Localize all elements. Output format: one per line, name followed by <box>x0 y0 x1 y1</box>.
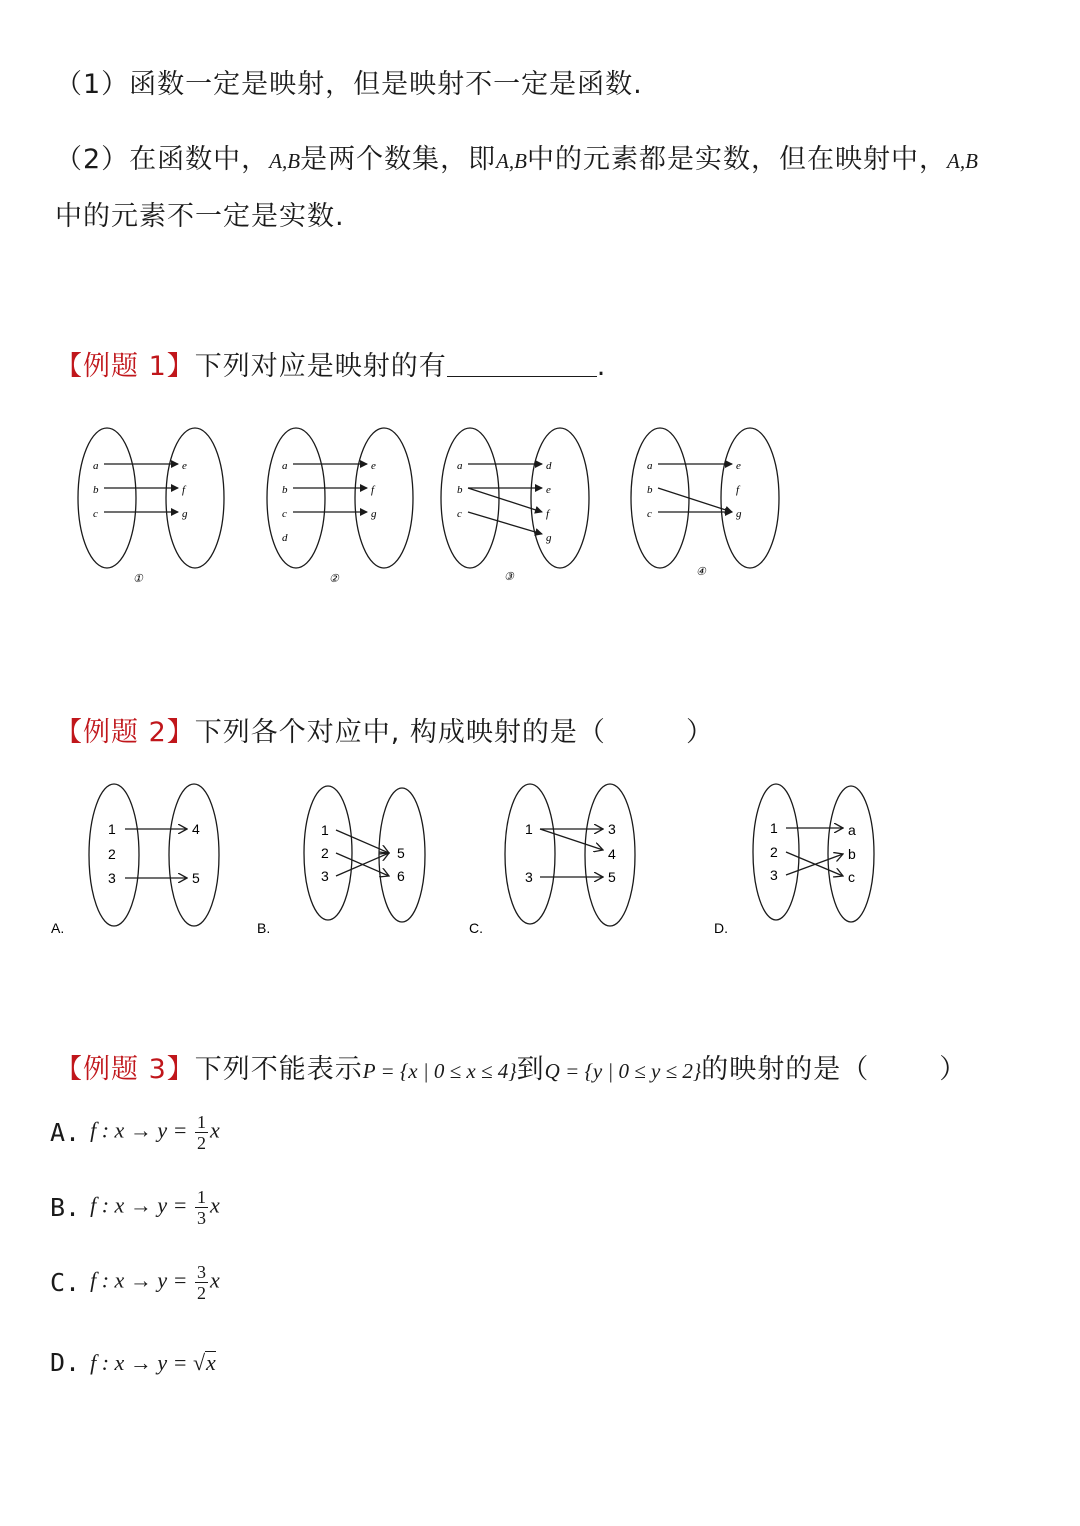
example2-heading <box>55 710 714 749</box>
option-a-diagram[interactable] <box>51 784 219 936</box>
element-label: b <box>93 484 99 496</box>
element-label: b <box>457 484 463 496</box>
diagram-number: ③ <box>504 571 514 583</box>
set-ellipse-right <box>169 784 219 926</box>
element-label: c <box>457 508 462 520</box>
option-letter: C. <box>469 920 483 936</box>
element-label: g <box>736 508 742 520</box>
formula-prefix: f : x → y = <box>90 1349 193 1375</box>
set-q: Q = {y | 0 ≤ y ≤ 2} <box>544 1059 702 1083</box>
answer-blank[interactable] <box>447 354 597 377</box>
element-label: a <box>282 460 288 472</box>
example2-question: 下列各个对应中, 构成映射的是（ <box>194 717 606 748</box>
option-letter: C. <box>50 1268 81 1297</box>
note-2-text-c: 中的元素都是实数，但在映射中， <box>527 144 947 175</box>
diagram-3 <box>441 428 589 583</box>
element-label: 1 <box>525 821 533 837</box>
element-label: a <box>457 460 463 472</box>
note-2-text-a: （2）在函数中， <box>55 144 270 175</box>
set-ellipse-right <box>355 428 413 568</box>
element-label: f <box>546 508 550 520</box>
element-label: e <box>546 484 551 496</box>
element-label: 5 <box>608 869 616 885</box>
set-ellipse-right <box>721 428 779 568</box>
element-label: f <box>371 484 375 496</box>
fraction <box>195 1262 208 1303</box>
example1-tag: 【例题 1】 <box>55 351 195 382</box>
element-label: 5 <box>397 845 405 861</box>
element-label: f <box>182 484 186 496</box>
set-ab: A,B <box>269 149 301 173</box>
denominator: 2 <box>196 1283 206 1303</box>
sqrt-radicand: x <box>206 1349 216 1375</box>
element-label: 1 <box>108 821 116 837</box>
variable: x <box>209 1267 220 1293</box>
note-2-text-b: 是两个数集，即 <box>300 144 497 175</box>
diagram-number: ① <box>133 573 143 585</box>
option-letter: D. <box>50 1348 81 1377</box>
element-label: 6 <box>397 868 405 884</box>
example1-question: 下列对应是映射的有 <box>194 351 447 382</box>
option-letter: A. <box>51 920 65 936</box>
option-d[interactable] <box>50 1348 216 1377</box>
element-label: c <box>93 508 98 520</box>
option-letter: B. <box>50 1193 81 1222</box>
element-label: c <box>848 869 855 885</box>
diagram-number: ④ <box>696 566 706 578</box>
example3-text-c: 的映射的是（ <box>701 1054 870 1085</box>
option-formula <box>90 1187 220 1228</box>
variable: x <box>209 1117 220 1143</box>
numerator: 1 <box>196 1187 206 1207</box>
element-label: e <box>736 460 741 472</box>
element-label: 2 <box>108 846 116 862</box>
element-label: d <box>282 532 288 544</box>
example1-end: . <box>596 351 607 382</box>
element-label: b <box>647 484 653 496</box>
element-label: a <box>647 460 653 472</box>
set-ellipse-left <box>631 428 689 568</box>
mapping-arrow <box>468 512 542 534</box>
set-ellipse-left <box>78 428 136 568</box>
set-ellipse-left <box>267 428 325 568</box>
element-label: e <box>182 460 187 472</box>
option-a[interactable] <box>50 1112 220 1153</box>
option-c[interactable] <box>50 1262 220 1303</box>
option-d-diagram[interactable] <box>714 784 874 936</box>
set-p: P = {x | 0 ≤ x ≤ 4} <box>362 1059 517 1083</box>
example2-close: ） <box>685 717 714 748</box>
element-label: 3 <box>321 868 329 884</box>
element-label: g <box>182 508 188 520</box>
diagram-2 <box>267 428 413 585</box>
option-formula <box>90 1350 216 1376</box>
element-label: 1 <box>321 822 329 838</box>
note-2-line2: 中的元素不一定是实数. <box>55 201 345 232</box>
set-ab: A,B <box>947 149 978 173</box>
element-label: 4 <box>192 821 200 837</box>
element-label: b <box>282 484 288 496</box>
element-label: c <box>282 508 287 520</box>
example3-close: ） <box>939 1054 968 1085</box>
set-ab: A,B <box>496 149 527 173</box>
formula-prefix: f : x → y = <box>90 1192 193 1218</box>
element-label: 3 <box>108 870 116 886</box>
element-label: 1 <box>770 820 778 836</box>
mapping-arrow <box>540 829 603 850</box>
element-label: 3 <box>770 867 778 883</box>
set-ellipse-right <box>531 428 589 568</box>
element-label: 3 <box>608 821 616 837</box>
element-label: 2 <box>321 845 329 861</box>
element-label: g <box>546 532 552 544</box>
numerator: 3 <box>196 1262 206 1282</box>
example1-diagrams <box>60 420 800 590</box>
element-label: c <box>647 508 652 520</box>
set-ellipse-left <box>505 784 555 924</box>
set-ellipse-right <box>166 428 224 568</box>
fraction <box>195 1112 208 1153</box>
example2-tag: 【例题 2】 <box>55 717 195 748</box>
element-label: f <box>736 484 740 496</box>
formula-prefix: f : x → y = <box>90 1117 193 1143</box>
example3-text-a: 下列不能表示 <box>194 1054 363 1085</box>
option-formula <box>90 1112 220 1153</box>
mapping-arrow <box>336 830 389 853</box>
example3-tag: 【例题 3】 <box>55 1054 195 1085</box>
sqrt-sign: √ <box>192 1349 206 1375</box>
element-label: 2 <box>770 844 778 860</box>
denominator: 3 <box>196 1208 206 1228</box>
example3-heading <box>55 1047 967 1086</box>
element-label: a <box>93 460 99 472</box>
diagram-1 <box>78 428 224 585</box>
note-1: （1）函数一定是映射，但是映射不一定是函数. <box>55 69 643 100</box>
element-label: 4 <box>608 846 616 862</box>
option-formula <box>90 1262 220 1303</box>
variable: x <box>209 1192 220 1218</box>
element-label: e <box>371 460 376 472</box>
numerator: 1 <box>196 1112 206 1132</box>
option-b-diagram[interactable] <box>257 786 425 936</box>
option-letter: A. <box>50 1118 81 1147</box>
option-letter: B. <box>257 920 271 936</box>
example2-diagrams <box>40 770 900 945</box>
option-c-diagram[interactable] <box>469 784 635 936</box>
element-label: 3 <box>525 869 533 885</box>
formula-prefix: f : x → y = <box>90 1267 193 1293</box>
element-label: a <box>848 822 856 838</box>
example3-text-b: 到 <box>516 1054 545 1085</box>
element-label: g <box>371 508 377 520</box>
denominator: 2 <box>196 1133 206 1153</box>
element-label: b <box>848 846 856 862</box>
set-ellipse-left <box>441 428 499 568</box>
fraction <box>195 1187 208 1228</box>
element-label: d <box>546 460 552 472</box>
option-b[interactable] <box>50 1187 220 1228</box>
element-label: 5 <box>192 870 200 886</box>
diagram-number: ② <box>329 573 339 585</box>
option-letter: D. <box>714 920 728 936</box>
example1-heading <box>55 344 606 383</box>
note-2-line1 <box>55 137 978 176</box>
diagram-4 <box>631 428 779 578</box>
